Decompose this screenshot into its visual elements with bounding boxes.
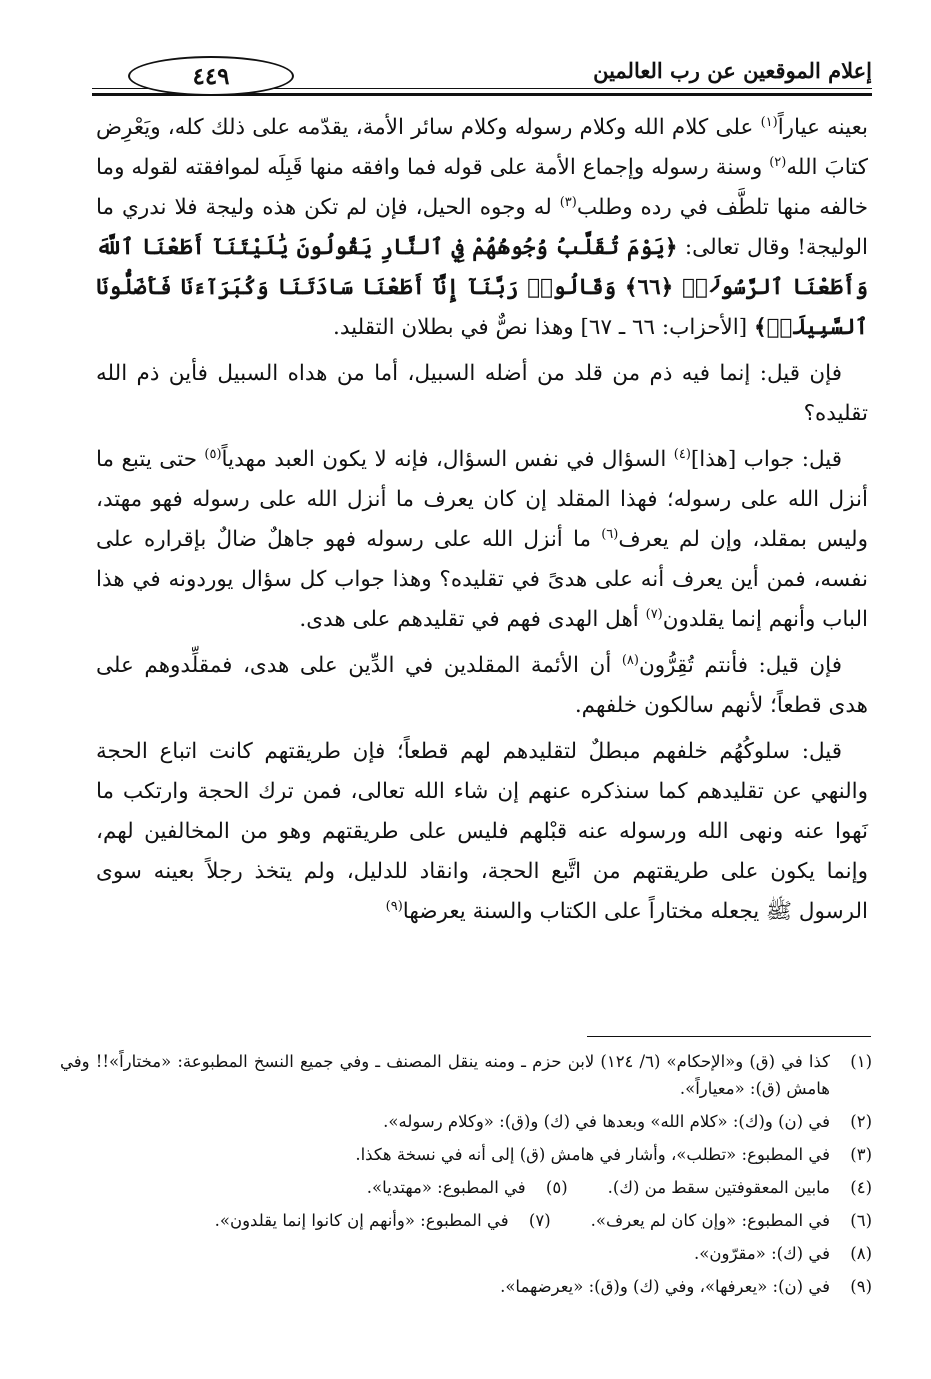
text-run: على كلام الله وكلام رسوله وكلام سائر الأمة، يقدّمه على ذلك كله، ويَعْرِض كتابَ الله bbox=[96, 115, 868, 180]
footnote-text: في (ن): «يعرفها»، وفي (ك) و(ق): «يعرضهما». bbox=[500, 1277, 830, 1296]
footnote-number: (١) bbox=[850, 1052, 872, 1071]
text-run: وسنة رسوله وإجماع الأمة على قوله فما وافقه منها قَبِلَه لموافقته لقوله وما خالفه منها تلطَّف في رده وطلب bbox=[96, 155, 868, 220]
text-run: فإن قيل: فأنتم تُقِرُّون bbox=[638, 653, 843, 678]
footnotes bbox=[60, 1048, 872, 1306]
text-run: أهل الهدى فهم في تقليدهم على هدى. bbox=[299, 607, 646, 632]
text-run: بعينه عياراً bbox=[777, 115, 868, 140]
paragraph-2: فإن قيل: إنما فيه ذم من قلد من أضله السبيل، أما من هداه السبيل فأين ذم الله تقليده؟ bbox=[96, 361, 868, 426]
text-run: قيل: جواب [هذا] bbox=[690, 447, 842, 472]
footnote-4 bbox=[608, 1174, 872, 1201]
footnote-ref[interactable]: (٣) bbox=[559, 194, 577, 210]
footnote-row-4-5 bbox=[60, 1174, 872, 1201]
footnote-separator bbox=[587, 1036, 871, 1037]
footnote-8 bbox=[60, 1240, 872, 1267]
page-header bbox=[92, 52, 872, 98]
main-text bbox=[96, 108, 868, 938]
text-run: ما أنزل الله على رسوله فهو جاهلٌ ضالٌ بإقراره على نفسه، فمن أين يعرف أنه على هدىً في تقليده؟ وهذا جواب كل سؤال يوردونه في هذا الباب وأنهم إنما يقلدون bbox=[96, 527, 868, 632]
footnote-text: مابين المعقوفتين سقط من (ك). bbox=[607, 1178, 830, 1197]
footnote-row-6-7 bbox=[60, 1207, 872, 1234]
footnote-number: (٩) bbox=[850, 1277, 872, 1296]
text-run: قيل: سلوكُهُم خلفهم مبطلٌ لتقليدهم لهم قطعاً؛ فإن طريقتهم كانت اتباع الحجة والنهي عن تقليدهم كما سنذكره عنهم إن شاء الله تعالى، فمن ترك الحجة وارتكب ما نَهوا عنه ونهى الله ورسوله عنه قبْلهم فليس على طريقتهم وهو من المخالفين لهم، وإنما يكون على طريقتهم من اتَّبع الحجة، وانقاد للدليل، ولم يتخذ رجلاً بعينه سوى الرسول ﷺ يجعله مختاراً على الكتاب والسنة يعرضها bbox=[96, 739, 868, 924]
text-run: أن الأئمة المقلدين في الدِّين على هدى، فمقلِّدوهم على هدى قطعاً؛ لأنهم سالكون خلفهم. bbox=[96, 653, 868, 718]
footnote-1 bbox=[60, 1048, 872, 1102]
footnote-3 bbox=[60, 1141, 872, 1168]
paragraph-1 bbox=[96, 108, 868, 348]
footnote-number: (٤) bbox=[850, 1178, 872, 1197]
footnote-9 bbox=[60, 1273, 872, 1300]
footnote-ref[interactable]: (٢) bbox=[769, 154, 787, 170]
footnote-number: (٥) bbox=[545, 1178, 568, 1197]
footnote-text: في (ك): «مقرّون». bbox=[694, 1244, 830, 1263]
quran-verse: ﴿يَوْمَ تُقَلَّبُ وُجُوهُهُمْ فِي ٱلنَّارِ يَقُولُونَ يَٰلَيْتَنَآ أَطَعْنَا ٱللَّهَ وَأَطَعْنَا ٱلرَّسُولَا۠ ﴿٦٦﴾ وَقَالُوا۟ رَبَّنَآ إِنَّآ أَطَعْنَا سَادَتَنَا وَكُبَرَآءَنَا فَأَضَلُّونَا ٱلسَّبِيلَا۠﴾ bbox=[96, 235, 869, 340]
footnote-text: في المطبوع: «تطلب»، وأشار في هامش (ق) إلى أنه في نسخة هكذا. bbox=[355, 1145, 830, 1164]
page-number: ٤٤٩ bbox=[192, 62, 230, 90]
footnote-number: (٦) bbox=[850, 1211, 872, 1230]
paragraph-4 bbox=[96, 646, 868, 726]
footnote-number: (٨) bbox=[850, 1244, 872, 1263]
footnote-5 bbox=[367, 1174, 568, 1201]
paragraph-5 bbox=[96, 732, 868, 932]
footnote-number: (٧) bbox=[528, 1211, 551, 1230]
page-number-badge bbox=[128, 56, 294, 96]
footnote-ref[interactable]: (٥) bbox=[204, 446, 222, 462]
footnote-ref[interactable]: (٩) bbox=[385, 898, 403, 914]
text-run: حتى يتبع ما أنزل الله على رسوله؛ فهذا المقلد إن كان يعرف ما أنزل الله على رسوله فهو مهتد، وليس بمقلد، وإن لم يعرف bbox=[96, 447, 868, 552]
running-title: إعلام الموقعين عن رب العالمين bbox=[593, 58, 872, 83]
footnote-7 bbox=[215, 1207, 551, 1234]
footnote-ref[interactable]: (١) bbox=[760, 114, 778, 130]
footnote-text: في (ن) و(ك): «كلام الله» وبعدها في (ك) و(ق): «وكلام رسوله». bbox=[383, 1112, 830, 1131]
footnote-number: (٢) bbox=[850, 1112, 872, 1131]
footnote-text: في المطبوع: «مهتديا». bbox=[366, 1178, 526, 1197]
text-run: السؤال في نفس السؤال، فإنه لا يكون العبد مهدياً bbox=[221, 447, 674, 472]
footnote-ref[interactable]: (٦) bbox=[601, 526, 619, 542]
footnote-number: (٣) bbox=[850, 1145, 872, 1164]
footnote-text: في المطبوع: «وأنهم إن كانوا إنما يقلدون». bbox=[214, 1211, 509, 1230]
footnote-text: في المطبوع: «وإن كان لم يعرف». bbox=[590, 1211, 830, 1230]
footnote-2 bbox=[60, 1108, 872, 1135]
footnote-text: كذا في (ق) و«الإحكام» (٦/ ١٢٤) لابن حزم ـ ومنه ينقل المصنف ـ وفي جميع النسخ المطبوعة: «مختاراً»!! وفي هامش (ق): «معياراً». bbox=[60, 1052, 830, 1098]
footnote-ref[interactable]: (٤) bbox=[673, 446, 691, 462]
footnote-ref[interactable]: (٨) bbox=[621, 652, 639, 668]
text-run: له وجوه الحيل، فإن لم تكن هذه وليجة فلا ندري ما الوليجة! وقال تعالى: bbox=[96, 195, 869, 260]
footnote-6 bbox=[591, 1207, 872, 1234]
text-run: [الأحزاب: ٦٦ ـ ٦٧] وهذا نصٌّ في بطلان التقليد. bbox=[332, 315, 754, 340]
paragraph-3 bbox=[96, 440, 868, 640]
footnote-ref[interactable]: (٧) bbox=[645, 606, 663, 622]
